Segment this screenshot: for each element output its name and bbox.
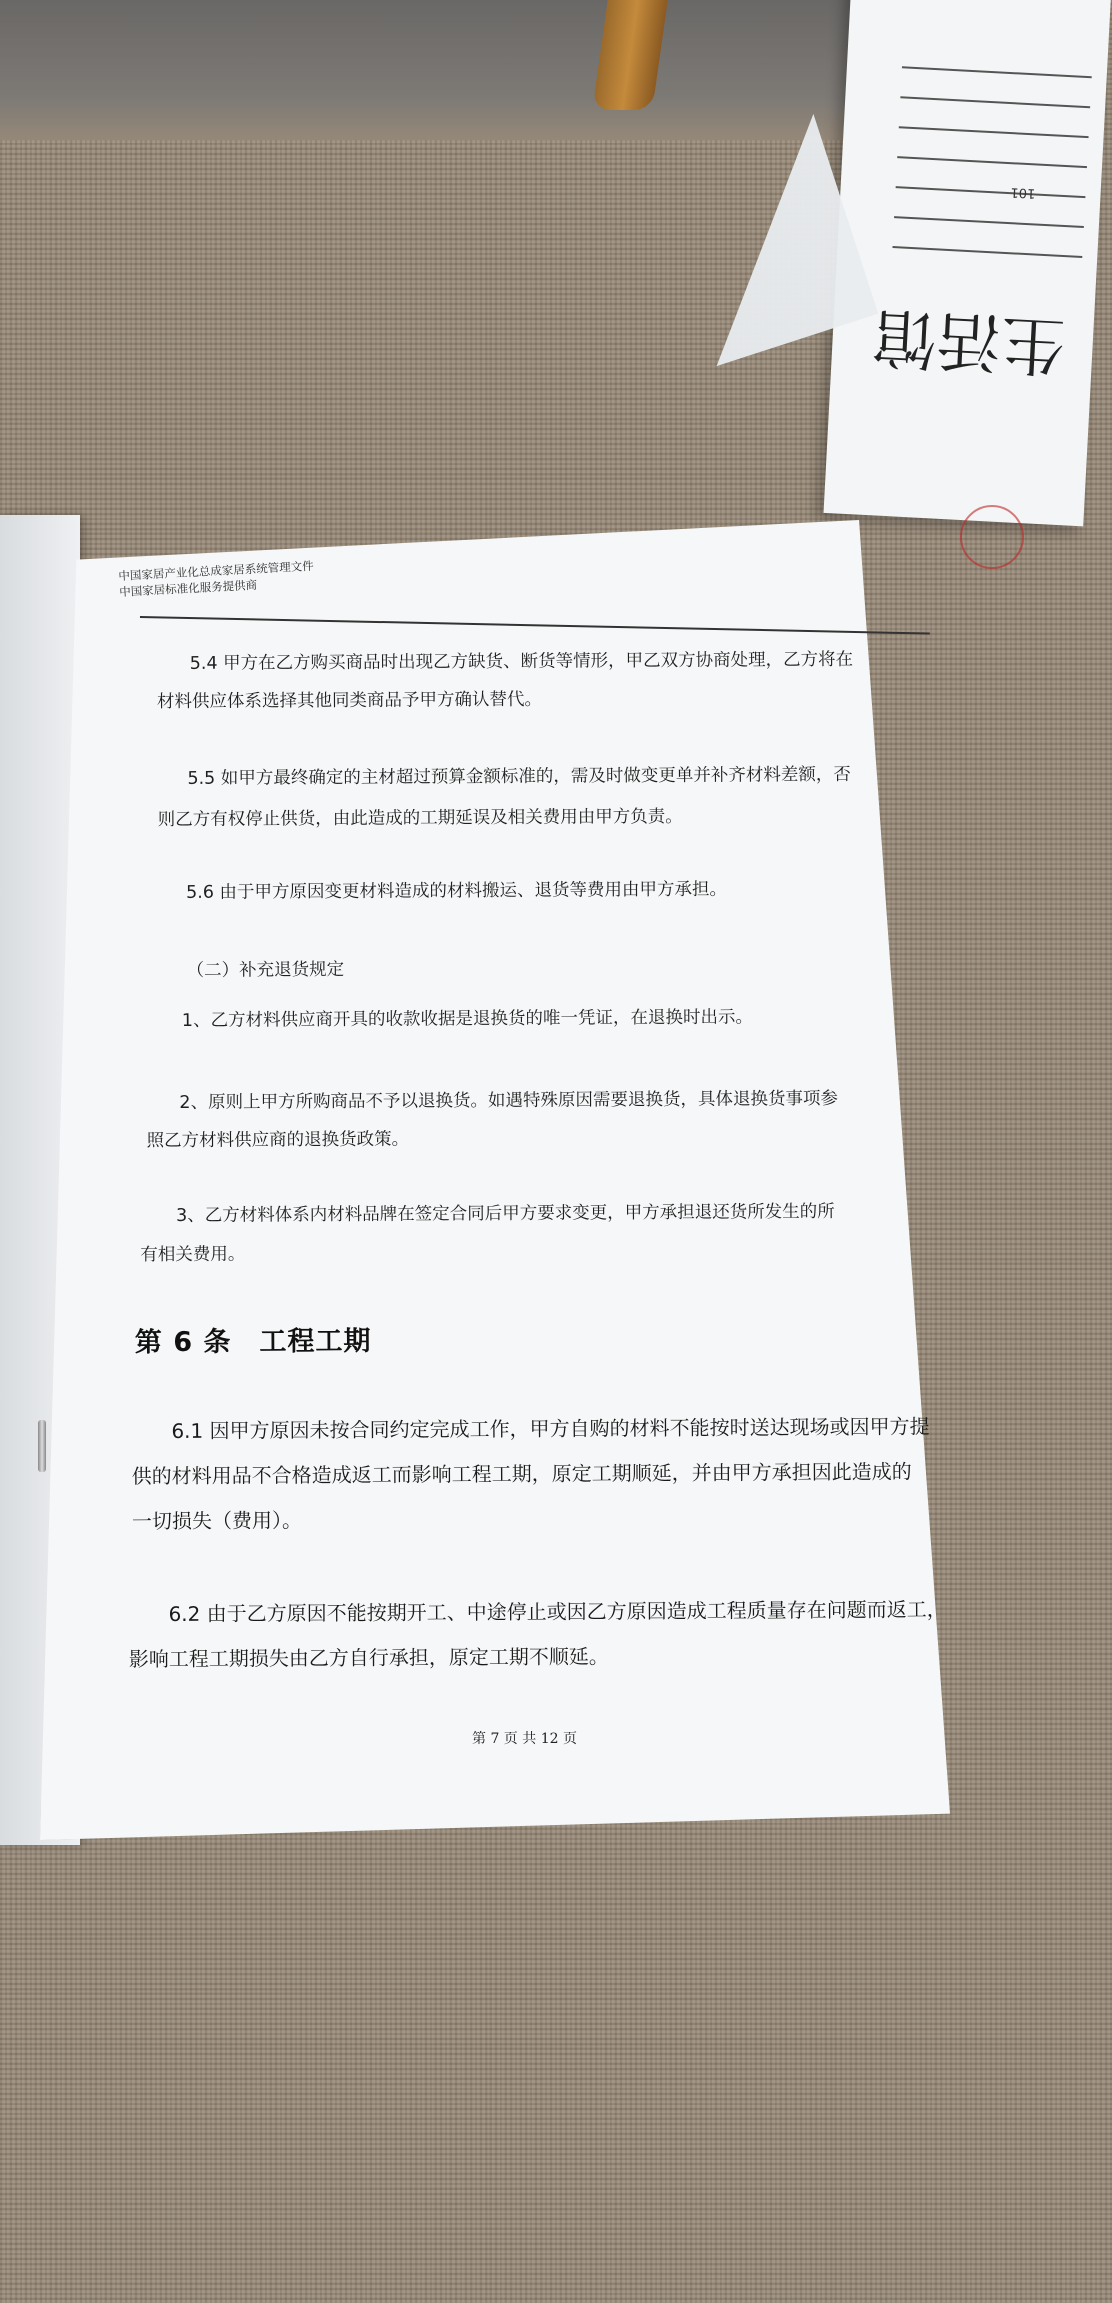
- supplement-item-1: 1、乙方材料供应商开具的收款收据是退换货的唯一凭证，在退换时出示。: [181, 1007, 754, 1031]
- clause-6-1-line-2: 供的材料用品不合格造成返工而影响工程工期，原定工期顺延，并由甲方承担因此造成的: [131, 1459, 912, 1489]
- clause-6-2-line-1: 6.2 由于乙方原因不能按期开工、中途停止或因乙方原因造成工程质量存在问题而返工，: [168, 1597, 947, 1627]
- clause-5-4-line-2: 材料供应体系选择其他同类商品予甲方确认替代。: [156, 689, 543, 713]
- supplement-item-3-line-2: 有相关费用。: [140, 1244, 246, 1266]
- clause-5-5-line-1: 5.5 如甲方最终确定的主材超过预算金额标准的，需及时做变更单并补齐材料差额，否: [187, 764, 851, 789]
- supplement-item-2-line-1: 2、原则上甲方所购商品不予以退换货。如遇特殊原因需要退换货，具体退换货事项参: [179, 1088, 839, 1113]
- page-footer: 第 7 页 共 12 页: [472, 1731, 577, 1747]
- clause-6-2-line-2: 影响工程工期损失由乙方自行承担，原定工期不顺延。: [128, 1644, 609, 1672]
- supplement-item-2-line-2: 照乙方材料供应商的退换货政策。: [146, 1129, 410, 1152]
- header-line-2: 中国家居标准化服务提供商: [118, 577, 258, 599]
- header-line-1: 中国家居产业化总成家居系统管理文件: [118, 558, 315, 583]
- clause-5-5-line-2: 则乙方有权停止供货，由此造成的工期延误及相关费用由甲方负责。: [157, 806, 683, 831]
- clause-6-1-line-3: 一切损失（费用）。: [131, 1508, 303, 1534]
- clause-5-4-line-1: 5.4 甲方在乙方购买商品时出现乙方缺货、断货等情形，甲乙双方协商处理，乙方将在: [189, 649, 854, 674]
- clause-5-6: 5.6 由于甲方原因变更材料造成的材料搬运、退货等费用由甲方承担。: [186, 879, 728, 903]
- booklet-title: 生活馆: [870, 298, 1067, 383]
- article-6-title: 第 6 条 工程工期: [134, 1325, 372, 1359]
- booklet-number: 101: [1010, 184, 1036, 201]
- supplement-item-3-line-1: 3、乙方材料体系内材料品牌在签定合同后甲方要求变更，甲方承担退还货所发生的所: [176, 1201, 835, 1226]
- supplement-title: （二）补充退货规定: [186, 959, 345, 981]
- clause-6-1-line-1: 6.1 因甲方原因未按合同约定完成工作，甲方自购的材料不能按时送达现场或因甲方提: [171, 1414, 930, 1444]
